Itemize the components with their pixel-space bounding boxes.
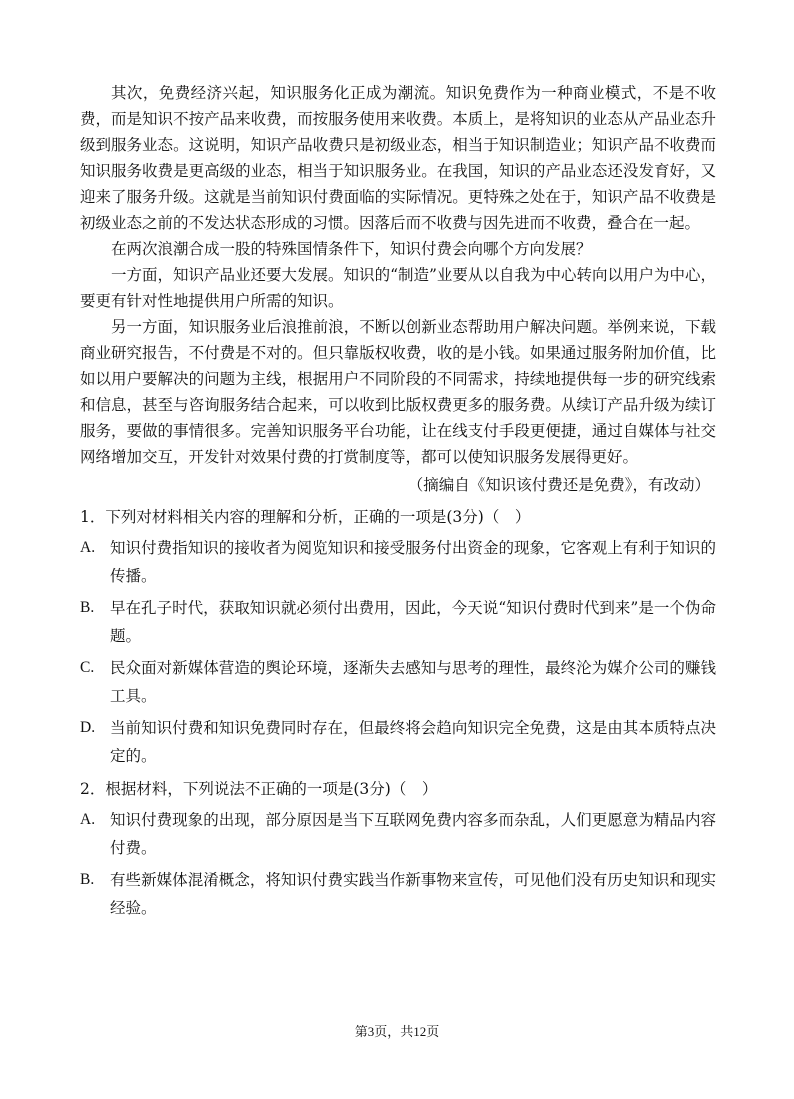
option-letter: D. [80, 719, 96, 736]
option-a [80, 534, 716, 590]
option-text: 有些新媒体混淆概念，将知识付费实践当作新事物来宣传，可见他们没有历史知识和现实经验。 [110, 871, 716, 917]
question-stem: 1．下列对材料相关内容的理解和分析，正确的一项是(3分)（ ） [80, 508, 531, 526]
option-b [80, 866, 716, 922]
page-footer: 第3页，共12页 [354, 1024, 440, 1039]
question-stem: 2．根据材料，下列说法不正确的一项是(3分)（ ） [80, 780, 438, 798]
option-letter: B. [80, 599, 95, 616]
question-2 [80, 776, 716, 922]
question-1 [80, 504, 716, 770]
option-text: 知识付费指知识的接收者为阅览知识和接受服务付出资金的现象，它客观上有利于知识的传播。 [110, 539, 716, 585]
option-c [80, 654, 716, 710]
source-citation: （摘编自《知识该付费还是免费》，有改动） [407, 476, 710, 494]
body-paragraph: 一方面，知识产品业还要大发展。知识的“制造”业要从以自我为中心转向以用户为中心，要更有针对性地提供用户所需的知识。 [80, 266, 716, 310]
option-text: 民众面对新媒体营造的舆论环境，逐渐失去感知与思考的理性，最终沦为媒介公司的赚钱工具。 [110, 659, 716, 705]
option-d [80, 714, 716, 770]
option-text: 知识付费现象的出现，部分原因是当下互联网免费内容多而杂乱，人们更愿意为精品内容付费。 [110, 811, 716, 857]
body-paragraph: 其次，免费经济兴起，知识服务化正成为潮流。知识免费作为一种商业模式，不是不收费，而是知识不按产品来收费，而按服务使用来收费。本质上，是将知识的业态从产品业态升级到服务业态。这说明，知识产品收费只是初级业态，相当于知识制造业；知识产品不收费而知识服务收费是更高级的业态，相当于知识服务业。在我国，知识的产品业态还没发育好，又迎来了服务升级。这就是当前知识付费面临的实际情况。更特殊之处在于，知识产品不收费是初级业态之前的不发达状态形成的习惯。因落后而不收费与因先进而不收费，叠合在一起。 [80, 84, 716, 232]
option-letter: A. [80, 811, 96, 828]
option-letter: A. [80, 539, 96, 556]
option-text: 当前知识付费和知识免费同时存在，但最终将会趋向知识完全免费，这是由其本质特点决定的。 [110, 719, 716, 765]
option-a [80, 806, 716, 862]
option-letter: B. [80, 871, 95, 888]
option-letter: C. [80, 659, 95, 676]
body-paragraph: 另一方面，知识服务业后浪推前浪，不断以创新业态帮助用户解决问题。举例来说，下载商业研究报告，不付费是不对的。但只靠版权收费，收的是小钱。如果通过服务附加价值，比如以用户要解决的问题为主线，根据用户不同阶段的不同需求，持续地提供每一步的研究线索和信息，甚至与咨询服务结合起来，可以收到比版权费更多的服务费。从续订产品升级为续订服务，要做的事情很多。完善知识服务平台功能，让在线支付手段更便捷，通过自媒体与社交网络增加交互，开发针对效果付费的打赏制度等，都可以使知识服务发展得更好。 [80, 318, 716, 466]
body-paragraph: 在两次浪潮合成一股的特殊国情条件下，知识付费会向哪个方向发展？ [111, 240, 592, 258]
option-b [80, 594, 716, 650]
document-page [80, 80, 716, 926]
option-text: 早在孔子时代，获取知识就必须付出费用，因此，今天说“知识付费时代到来”是一个伪命题。 [110, 599, 716, 645]
